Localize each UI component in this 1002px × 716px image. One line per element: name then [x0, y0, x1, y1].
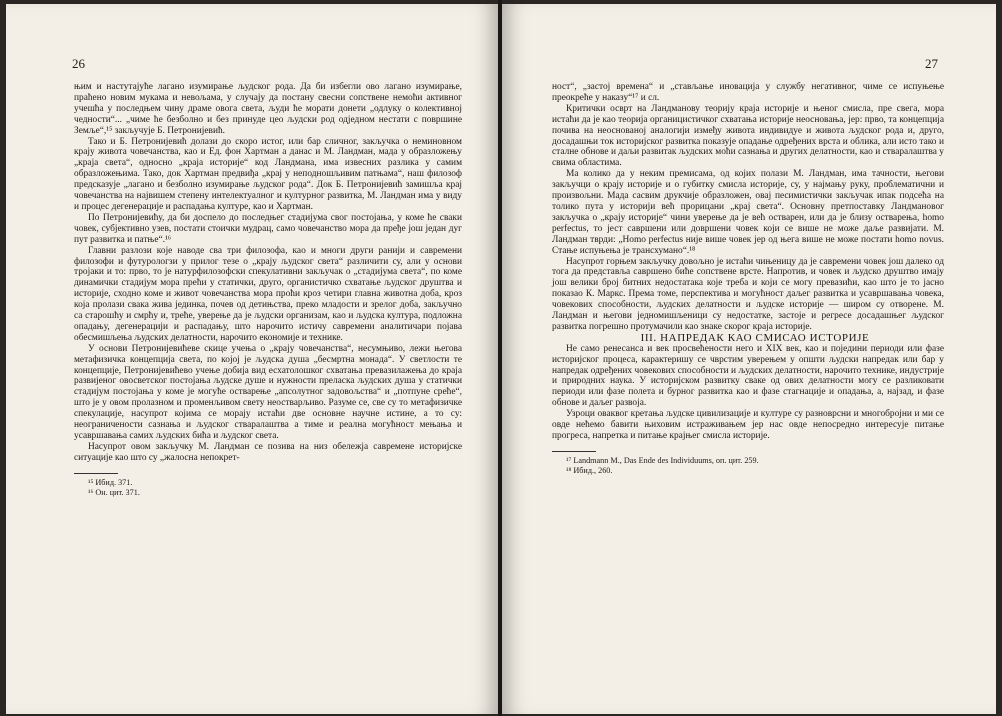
paragraph: Критички осврт на Ландманову теорију краја историје и њеног смисла, пре свега, мора истаћи да је као теорија органицистичког схватања историје неосновања, јер: прво, та концепција почива на неоснованој аналогији између живота индивидуе и живота људског рода и, друго, досадашњи ток историјског развитка показује опадање одређених врста и облика, али исто тако и сталне обнове и даљи развитак људских моћи сазнања и других делатности, као и стваралаштва у свима областима.	[552, 103, 944, 169]
page-number: 27	[925, 56, 938, 71]
paragraph: Главни разлози које наводе сва три филозофа, као и многи други ранији и савремени филозофи и футурологзи у прилог тезе о „крају људског света“ различити су, али у основи тројаки и то: прво, то је натурфилозофски спекулативни закључак о „стадијума света“, по коме динамички стадијум мора прећи у статички, друго, органистичко схватање људског друштва и историје, сходно коме и живот човечанства мора проћи кроз четири главна животна доба, кроз која пролази свака жива јединка, почев од детињства, преко младости и зрелог доба, закључно са старошћу и смрћу и, треће, уверење да је људски организам, као и људска култура, подложна опадању, дегенерацији и распадању, што нарочито истичу савремени аналитичари појава обесмишљења људских делатности, нарочито економије и технике.	[74, 245, 462, 343]
paragraph: Насупрот горњем закључку довољно је истаћи чињеницу да је савремени човек још далеко од тога да представља савршено биће сопствене врсте. Напротив, и човек и људско друштво имају још велики број битних недостатака које треба и који се могу превазићи, као што је то јасно показао К. Маркс. Према томе, перспектива и могућност даљег развитка и усавршавања човека, човекових способности, људских делатности и људске историје — широм су отворене. М. Ландман и његови једномишљеници су недостатке, застоје и регресе досадашњег људског развитка погрешно протумачили као знаке скорог краја историје.	[552, 256, 944, 332]
footnote: ¹⁶ Он. цит. 371.	[88, 487, 140, 497]
paragraph: По Петронијевићу, да би доспело до последњег стадијума свог постојања, у коме ће сваки човек, субјективно узев, постати стоички мудрац, само човечанство мора да пређе још један дуг пут развитка и патње“.¹⁶	[74, 212, 462, 245]
right-body	[552, 82, 944, 476]
footnote: ¹⁷ Landmann M., Das Ende des Individuums, оп. цит. 259.	[566, 455, 759, 465]
paragraph: њим и настутајуће лагано изумирање људског рода. Да би избегли ово лагано изумирање, праћено новим мукама и невољама, у случају да постану свесни сопствене немоћи активног учешћа у последњем чину драме овога света, људи ће морати донети „одлуку о колективној чедности“... „чиме ће безболно и без принуде цео људски род одједном нестати с површине Земље“,¹⁵ закључује Б. Петронијевић.	[74, 82, 462, 136]
footnote: ¹⁸ Ибид., 260.	[566, 465, 613, 475]
left-body	[74, 82, 462, 498]
footnote: ¹⁵ Ибид. 371.	[88, 477, 133, 487]
section-heading: III. НАПРЕДАК КАО СМИСАО ИСТОРИЈЕ	[640, 331, 870, 344]
page-number: 26	[72, 56, 85, 71]
left-page	[6, 4, 498, 714]
paragraph: Тако и Б. Петронијевић долази до скоро истог, или бар сличног, закључка о неминовном крају живота човечанства, као и Ед. фон Хартман а данас и М. Ландман, мада у образложењу „краја света“, односно „краја историје“ код Ландмана, има извесних разлика у самим образложењима. Тако, док Хартман предвиђа „крај у неподношљивим патњама“, наш филозоф предсказује „лагано и безболно изумирање људског рода“. Док Б. Петронијевић замишља крај човечанства на највишем степену интелектуалног и културног развитка, М. Ландман има у виду и процес дегенерације и распадања културе, као и Хартман.	[74, 136, 462, 212]
paragraph: ност“, „застој времена“ и „стављање иновација у службу негативног, чиме се испуњење преокреће у наказу“¹⁷ и сл.	[552, 82, 944, 103]
paragraph: Не само ренесанса и век просвећености него и XIX век, као и поједини периоди или фазе историјског процеса, карактеришу се чврстим уверењем у општи људски напредак или бар у напредак одређених човекових способности и људских делатности, нарочито технике, индустрије и природних наука. У историјском развитку сваке од ових делатности могу се разликовати периоди или фазе полета и бурног развитка као и фазе стагнације и опадања, а, најзад, и фазе обнове и даљег развоја.	[552, 343, 944, 409]
paragraph: Ма колико да у неким премисама, од којих полази М. Ландман, има тачности, његови закључци о крају историје и о губитку смисла историје, су, у најмању руку, проблематични и произвољни. Мада сасвим друкчије образложен, овај песимистички закључак ипак подсећа на толико пута у историји већ прорицани „крај света“. Основну претпоставку Ландмановог закључка о „крају историје“ чини уверење да је већ остварен, или да је близу остварења, homo perfectus, то јест савршени или довршени човек који се више не може даље развијати. М. Ландман тврди: „Homo perfectus није више човек јер од њега више не може постати homo novus. Стање испуњења је трансхумано“.¹⁸	[552, 169, 944, 256]
paragraph: Насупрот овом закључку М. Ландман се позива на низ обележја савремене историјске ситуације као што су „жалосна непокрет-	[74, 441, 462, 463]
footnote-rule	[74, 473, 118, 474]
paragraph: У основи Петронијевићеве скице учења о „крају човечанства“, несумњиво, лежи његова метафизичка концепција света, по којој је људска душа „бесмртна монада“. У светлости те концепције, Петронијевићево учење добија вид есхатолошког схватања превазилажења до краја развијеног овосветског постојања људске душе и нужности преласка људских душа у статички стадијум постојања у коме је могуће остварење „апсолутног задовољства“ и „потпуне среће“, што је у овом пролазном и променљивом свету неостварљиво. Разуме се, све су то метафизичке спекулације, насупрот којима се морају истаћи две основне научне истине, а то су: неограничености сазнања и људског стваралаштва а тиме и реална могућност мењања и усавршавања самих људских бића и људског света.	[74, 343, 462, 441]
right-page	[502, 4, 996, 714]
paragraph: Узроци оваквог кретања људске цивилизације и културе су разноврсни и многобројни и ми се овде нећемо бавити њиховим истраживањем јер нас овде непосредно интересује питање прогреса, напретка и питање крајњег смисла историје.	[552, 409, 944, 441]
footnote-rule	[552, 451, 596, 452]
